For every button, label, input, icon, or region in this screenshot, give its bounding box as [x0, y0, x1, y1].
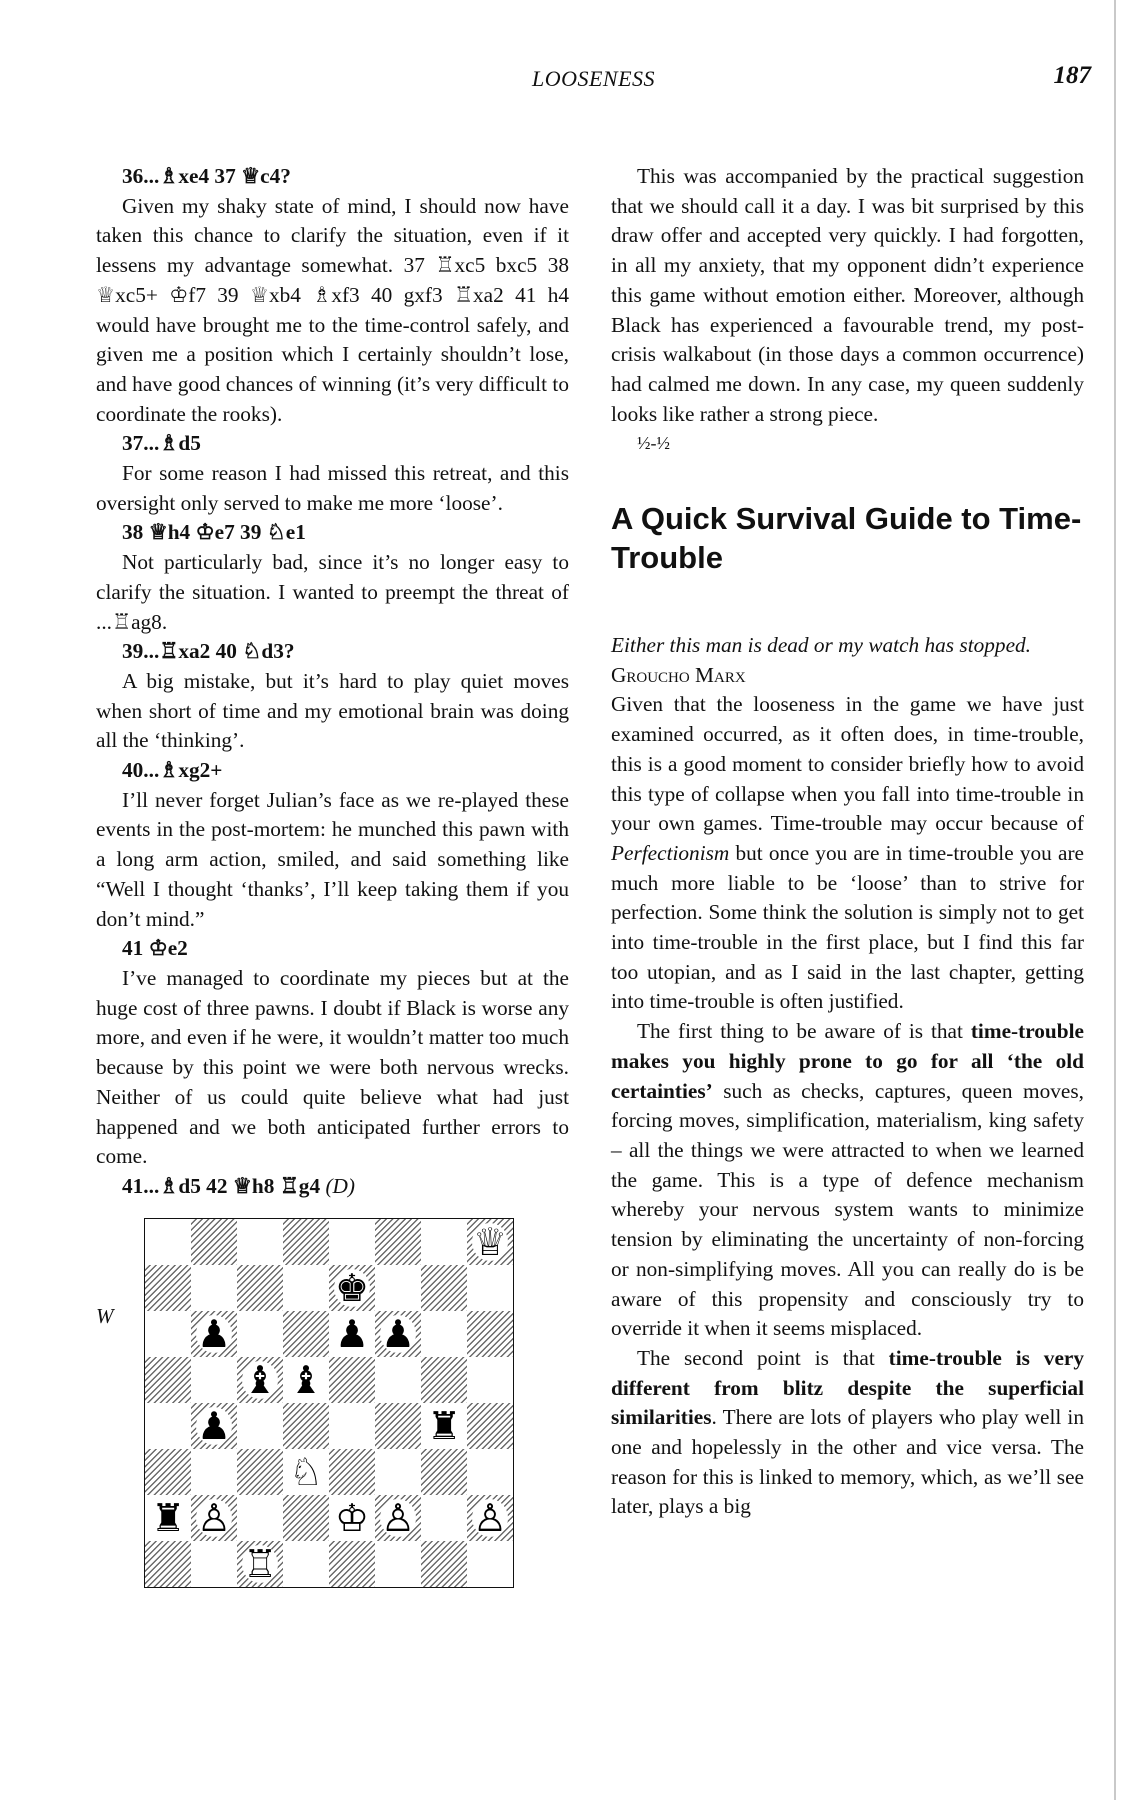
paragraph: Given my shaky state of mind, I should now have taken this chance to clarify the situation, even if it lessens my advantage somewhat. 37 ♖xc5 bxc5 38 ♕xc5+ ♔f7 39 ♕xb4 ♗xf3 40 gxf3 ♖xa2 41 h4 would have brought me to the time-control safely, and given me a position which I certainly shouldn’t lose, and have good chances of winning (it’s very difficult to coordinate the rooks). [96, 193, 569, 426]
paragraph: I’ll never forget Julian’s face as we re-played these events in the post-mortem: he munched this pawn with a long arm action, smiled, and said something like “Well I thought ‘thanks’, I’ll keep taking them if you don’t mind.” [96, 787, 569, 931]
board-square [421, 1495, 467, 1541]
board-square [237, 1219, 283, 1265]
board-square [329, 1219, 375, 1265]
board-square [467, 1495, 513, 1541]
chess-piece: ♝ [288, 1357, 324, 1402]
board-square [375, 1495, 421, 1541]
board-square [421, 1311, 467, 1357]
board-square [329, 1311, 375, 1357]
paragraph: Not particularly bad, since it’s no longer easy to clarify the situation. I wanted to preempt the threat of ...♖ag8. [96, 550, 569, 634]
chess-piece: ♝ [242, 1357, 278, 1402]
paragraph [611, 1017, 1084, 1344]
chess-piece: ♟ [196, 1403, 232, 1448]
board-square [283, 1219, 329, 1265]
board-square [145, 1449, 191, 1495]
board-square [375, 1311, 421, 1357]
board-square [329, 1495, 375, 1541]
page-edge-line [1114, 0, 1116, 1800]
board-square [145, 1311, 191, 1357]
move-line: 39...♖xa2 40 ♘d3? [122, 639, 295, 664]
paragraph-text: Given that the looseness in the game we have just examined occurred, as it often does, in time-trouble, this is a good moment to consider briefly how to avoid this type of collapse when you fall into time-trouble in your own games. Time-trouble may occur because of [611, 692, 1084, 836]
board-square [283, 1403, 329, 1449]
board-square [375, 1219, 421, 1265]
board-square [283, 1265, 329, 1311]
board-square [283, 1311, 329, 1357]
board-square [237, 1311, 283, 1357]
board-square [237, 1449, 283, 1495]
board-square [191, 1495, 237, 1541]
move-line: 36...♗xe4 37 ♕c4? [122, 164, 291, 188]
chess-piece: ♔ [334, 1495, 370, 1540]
board-square [191, 1449, 237, 1495]
board-square [375, 1541, 421, 1587]
board-square [329, 1541, 375, 1587]
board-square [375, 1265, 421, 1311]
board-square [329, 1449, 375, 1495]
board-square [329, 1403, 375, 1449]
chess-piece: ♕ [472, 1219, 508, 1264]
board-square [283, 1541, 329, 1587]
paragraph-text: but once you are in time-trouble you are much more liable to be ‘loose’ than to strive for perfection. Some think the solution is simply not to get into time-trouble in the first place, but I find this far too utopian, and as I said in the last chapter, getting into time-trouble is often justified. [611, 840, 1085, 1014]
chess-diagram [96, 1218, 569, 1648]
board-square [191, 1265, 237, 1311]
board-square [421, 1357, 467, 1403]
chess-piece: ♟ [196, 1311, 232, 1356]
board-square [145, 1265, 191, 1311]
board-square [467, 1403, 513, 1449]
left-column [96, 162, 569, 1648]
board-square [421, 1541, 467, 1587]
left-column-text [96, 162, 569, 1172]
board-square [191, 1311, 237, 1357]
board-square [191, 1403, 237, 1449]
right-column [611, 162, 1084, 1522]
chess-piece: ♙ [380, 1495, 416, 1540]
board-square [421, 1265, 467, 1311]
game-result: ½-½ [637, 433, 670, 454]
board-square [283, 1495, 329, 1541]
chess-piece: ♖ [242, 1541, 278, 1586]
board-square [329, 1357, 375, 1403]
board-square [467, 1357, 513, 1403]
board-square [145, 1495, 191, 1541]
board-square [237, 1541, 283, 1587]
chess-piece: ♜ [150, 1495, 186, 1540]
board-square [145, 1403, 191, 1449]
paragraph-text: The second point is that [637, 1345, 875, 1370]
paragraph: A big mistake, but it’s hard to play quiet moves when short of time and my emotional brain was doing all the ‘thinking’. [96, 668, 569, 753]
board-square [237, 1265, 283, 1311]
board-square [467, 1449, 513, 1495]
board-square [145, 1541, 191, 1587]
board-square [237, 1495, 283, 1541]
board-square [191, 1219, 237, 1265]
chess-piece: ♟ [334, 1311, 370, 1356]
epigraph-author: Groucho Marx [611, 662, 746, 687]
chess-piece: ♙ [196, 1495, 232, 1540]
board-square [191, 1541, 237, 1587]
move-line: 41 ♔e2 [122, 936, 188, 961]
board-square [375, 1449, 421, 1495]
chess-board [144, 1218, 514, 1588]
running-head: LOOSENESS [531, 66, 656, 91]
page-header [96, 62, 1091, 96]
paragraph-text: . There are lots of players who play well in one and hopelessly in the other and vice versa. The reason for this is linked to memory, which, as we’ll see later, plays a big [611, 1405, 1084, 1519]
final-move-text: 41...♗d5 42 ♕h8 ♖g4 [122, 1173, 321, 1198]
chess-piece: ♚ [334, 1265, 370, 1310]
diagram-marker: (D) [325, 1173, 356, 1198]
board-square [375, 1357, 421, 1403]
chess-piece: ♟ [380, 1311, 416, 1356]
move-line: 38 ♕h4 ♔e7 39 ♘e1 [122, 520, 306, 545]
chess-piece: ♘ [288, 1449, 324, 1494]
board-square [421, 1449, 467, 1495]
epigraph: Either this man is dead or my watch has stopped. [611, 633, 1031, 658]
board-square [467, 1311, 513, 1357]
paragraph-text: such as checks, captures, queen moves, forcing moves, simplification, materialism, king safety – all the things we were attracted to when we learned the game. This is a type of defence mechanism whereby your nervous system wants to minimize tension by eliminating the uncertainty of non-forcing or non-simplifying moves. All you can really do is be aware of this propensity and consciously try to override it when it seems misplaced. [611, 1078, 1084, 1341]
board-square [145, 1219, 191, 1265]
paragraph [611, 1344, 1084, 1522]
paragraph: I’ve managed to coordinate my pieces but at the huge cost of three pawns. I doubt if Black is worse any more, and even if he were, it wouldn’t matter too much because by this point we were both nervous wrecks. Neither of us could quite believe what had just happened and we both anticipated further errors to come. [96, 965, 569, 1169]
board-square [191, 1357, 237, 1403]
board-square [467, 1219, 513, 1265]
paragraph: This was accompanied by the practical suggestion that we should call it a day. I was bit surprised by this draw offer and accepted very quickly. I had forgotten, in all my anxiety, that my opponent didn’t experience this game without emotion either. Moreover, although Black has experienced a favourable trend, my post-crisis walkabout (in those days a common occurrence) had calmed me down. In any case, my queen suddenly looks like rather a strong piece. [611, 164, 1084, 426]
emphasis: time-trouble is very different from blitz despite the superficial similarities [611, 1345, 1085, 1430]
move-line: 37...♗d5 [122, 431, 201, 456]
chess-piece: ♙ [472, 1495, 508, 1540]
emphasis: time-trouble makes you highly prone to go for all ‘the old certainties’ [611, 1019, 1084, 1103]
side-to-move-label: W [96, 1303, 114, 1328]
page-number: 187 [1053, 62, 1091, 89]
paragraph [611, 690, 1084, 1017]
board-square [421, 1403, 467, 1449]
board-square [237, 1357, 283, 1403]
board-square [421, 1219, 467, 1265]
board-square [375, 1403, 421, 1449]
board-square [329, 1265, 375, 1311]
board-square [145, 1357, 191, 1403]
board-square [283, 1357, 329, 1403]
chess-piece: ♜ [426, 1403, 462, 1448]
board-square [467, 1541, 513, 1587]
term-perfectionism: Perfectionism [611, 840, 730, 865]
section-title: A Quick Survival Guide to Time-Trouble [611, 501, 1082, 576]
board-square [283, 1449, 329, 1495]
board-square [237, 1403, 283, 1449]
move-line: 40...♗xg2+ [122, 758, 223, 783]
paragraph: For some reason I had missed this retreat, and this oversight only served to make me more ‘loose’. [96, 461, 569, 515]
move-line-final [122, 1172, 569, 1202]
board-square [467, 1265, 513, 1311]
paragraph-text: The first thing to be aware of is that [637, 1019, 963, 1044]
